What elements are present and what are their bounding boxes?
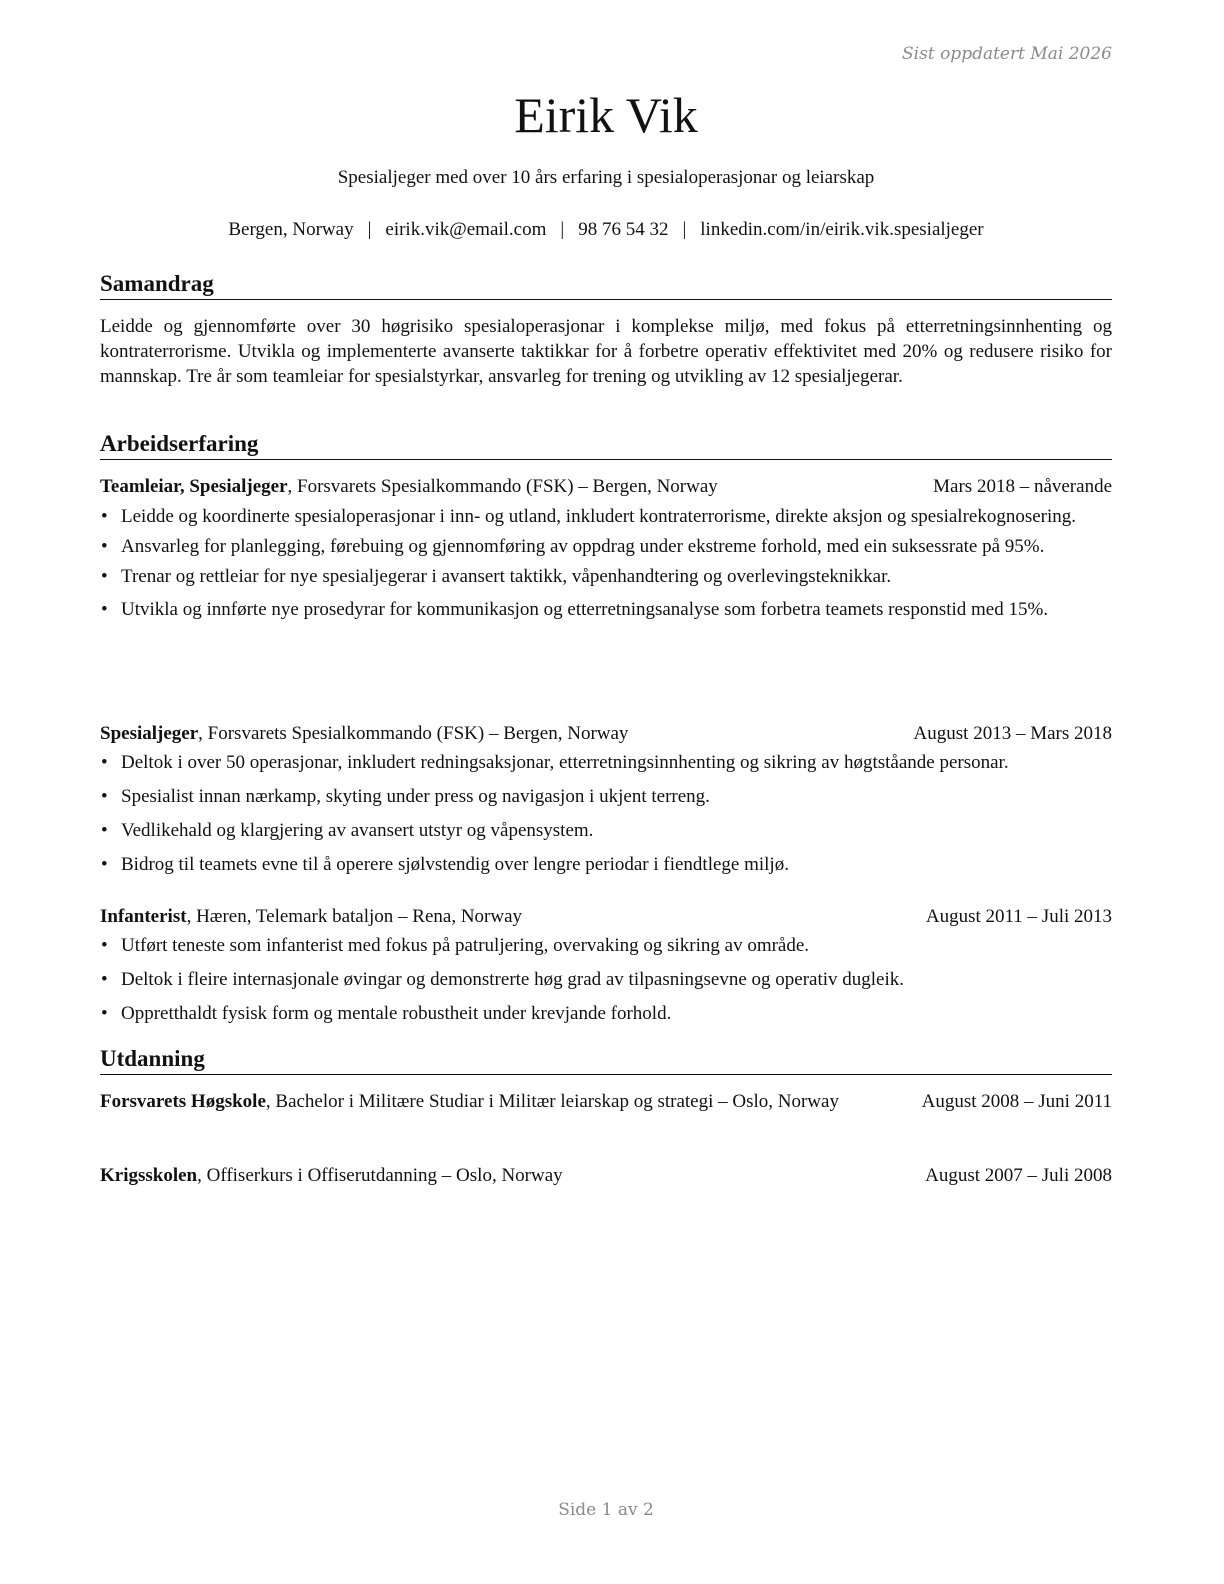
contact-location: Bergen, Norway: [228, 219, 354, 240]
education-dates: August 2007 – Juli 2008: [925, 1165, 1112, 1186]
job-org: , Forsvarets Spesialkommando (FSK) – Bergen, Norway: [287, 476, 718, 497]
contact-email[interactable]: eirik.vik@email.com: [385, 219, 547, 240]
job-org: , Forsvarets Spesialkommando (FSK) – Bergen, Norway: [198, 723, 629, 744]
education-school: Forsvarets Høgskole: [100, 1091, 266, 1112]
job-header: [100, 721, 1112, 746]
candidate-name: Eirik Vik: [514, 87, 698, 143]
contact-separator: |: [367, 219, 372, 240]
job-dates: Mars 2018 – nåverande: [933, 476, 1112, 497]
section-title-experience: Arbeidserfaring: [100, 430, 1112, 460]
job-bullet: • Bidrog til teamets evne til å operere sjølvstendig over lengre periodar i fiendtlege miljø.: [100, 852, 1112, 877]
job-bullet: • Deltok i over 50 operasjonar, inkludert redningsaksjonar, etterretningsinnhenting og sikring av høgtståande personar.: [100, 750, 1112, 775]
tagline: Spesialjeger med over 10 års erfaring i spesialoperasjonar og leiarskap: [337, 167, 875, 188]
contact-separator: |: [560, 219, 565, 240]
section-title-summary: Samandrag: [100, 270, 1112, 300]
job-bullet: • Trenar og rettleiar for nye spesialjegerar i avansert taktikk, våpenhandtering og overlevingsteknikkar.: [100, 564, 1112, 589]
job-bullets: [100, 504, 1112, 622]
job-header: [100, 904, 1112, 929]
job-role: Teamleiar, Spesialjeger: [100, 476, 288, 497]
last-updated: Sist oppdatert Mai 2026: [902, 44, 1112, 64]
job-bullet: • Vedlikehald og klargjering av avansert utstyr og våpensystem.: [100, 818, 1112, 843]
job-role: Spesialjeger: [100, 723, 199, 744]
job-dates: August 2013 – Mars 2018: [913, 723, 1112, 744]
job-bullet: • Utført teneste som infanterist med fokus på patruljering, overvaking og sikring av område.: [100, 933, 1112, 958]
education-dates: August 2008 – Juni 2011: [921, 1091, 1112, 1112]
resume-page: [100, 0, 1112, 1584]
job-bullets: [100, 933, 1112, 1026]
contact-separator: |: [682, 219, 687, 240]
contact-line: [100, 219, 1112, 241]
job-header: [100, 474, 1112, 499]
section-title-education: Utdanning: [100, 1045, 1112, 1075]
job-bullet: • Oppretthaldt fysisk form og mentale robustheit under krevjande forhold.: [100, 1001, 1112, 1026]
page-number: Side 1 av 2: [558, 1500, 654, 1520]
job-role: Infanterist: [100, 906, 187, 927]
education-entry: [100, 1089, 1112, 1114]
contact-linkedin[interactable]: linkedin.com/in/eirik.vik.spesialjeger: [700, 219, 984, 240]
education-detail: , Bachelor i Militære Studiar i Militær leiarskap og strategi – Oslo, Norway: [265, 1091, 839, 1112]
contact-phone: 98 76 54 32: [578, 219, 669, 240]
summary-text: Leidde og gjennomførte over 30 høgrisiko spesialoperasjonar i komplekse miljø, med fokus på etterretningsinnhenting og kontraterrorisme. Utvikla og implementerte avanserte taktikkar for å forbetre operativ effektivitet med 20% og redusere risiko for mannskap. Tre år som teamleiar for spesialstyrkar, ansvarleg for trening og utvikling av 12 spesialjegerar.: [100, 316, 1112, 387]
job-bullet: • Ansvarleg for planlegging, førebuing og gjennomføring av oppdrag under ekstreme forhold, med ein suksessrate på 95%.: [100, 534, 1112, 559]
education-detail: , Offiserkurs i Offiserutdanning – Oslo, Norway: [197, 1165, 563, 1186]
job-org: , Hæren, Telemark bataljon – Rena, Norway: [186, 906, 523, 927]
education-school: Krigsskolen: [100, 1165, 198, 1186]
job-bullet: • Utvikla og innførte nye prosedyrar for kommunikasjon og etterretningsanalyse som forbetra teamets responstid med 15%.: [100, 597, 1112, 622]
job-bullet: • Leidde og koordinerte spesialoperasjonar i inn- og utland, inkludert kontraterrorisme, direkte aksjon og spesialrekognosering.: [100, 504, 1112, 529]
job-bullet: • Deltok i fleire internasjonale øvingar og demonstrerte høg grad av tilpasningsevne og operativ dugleik.: [100, 967, 1112, 992]
job-dates: August 2011 – Juli 2013: [925, 906, 1112, 927]
job-bullet: • Spesialist innan nærkamp, skyting under press og navigasjon i ukjent terreng.: [100, 784, 1112, 809]
job-bullets: [100, 750, 1112, 877]
education-entry: [100, 1163, 1112, 1188]
